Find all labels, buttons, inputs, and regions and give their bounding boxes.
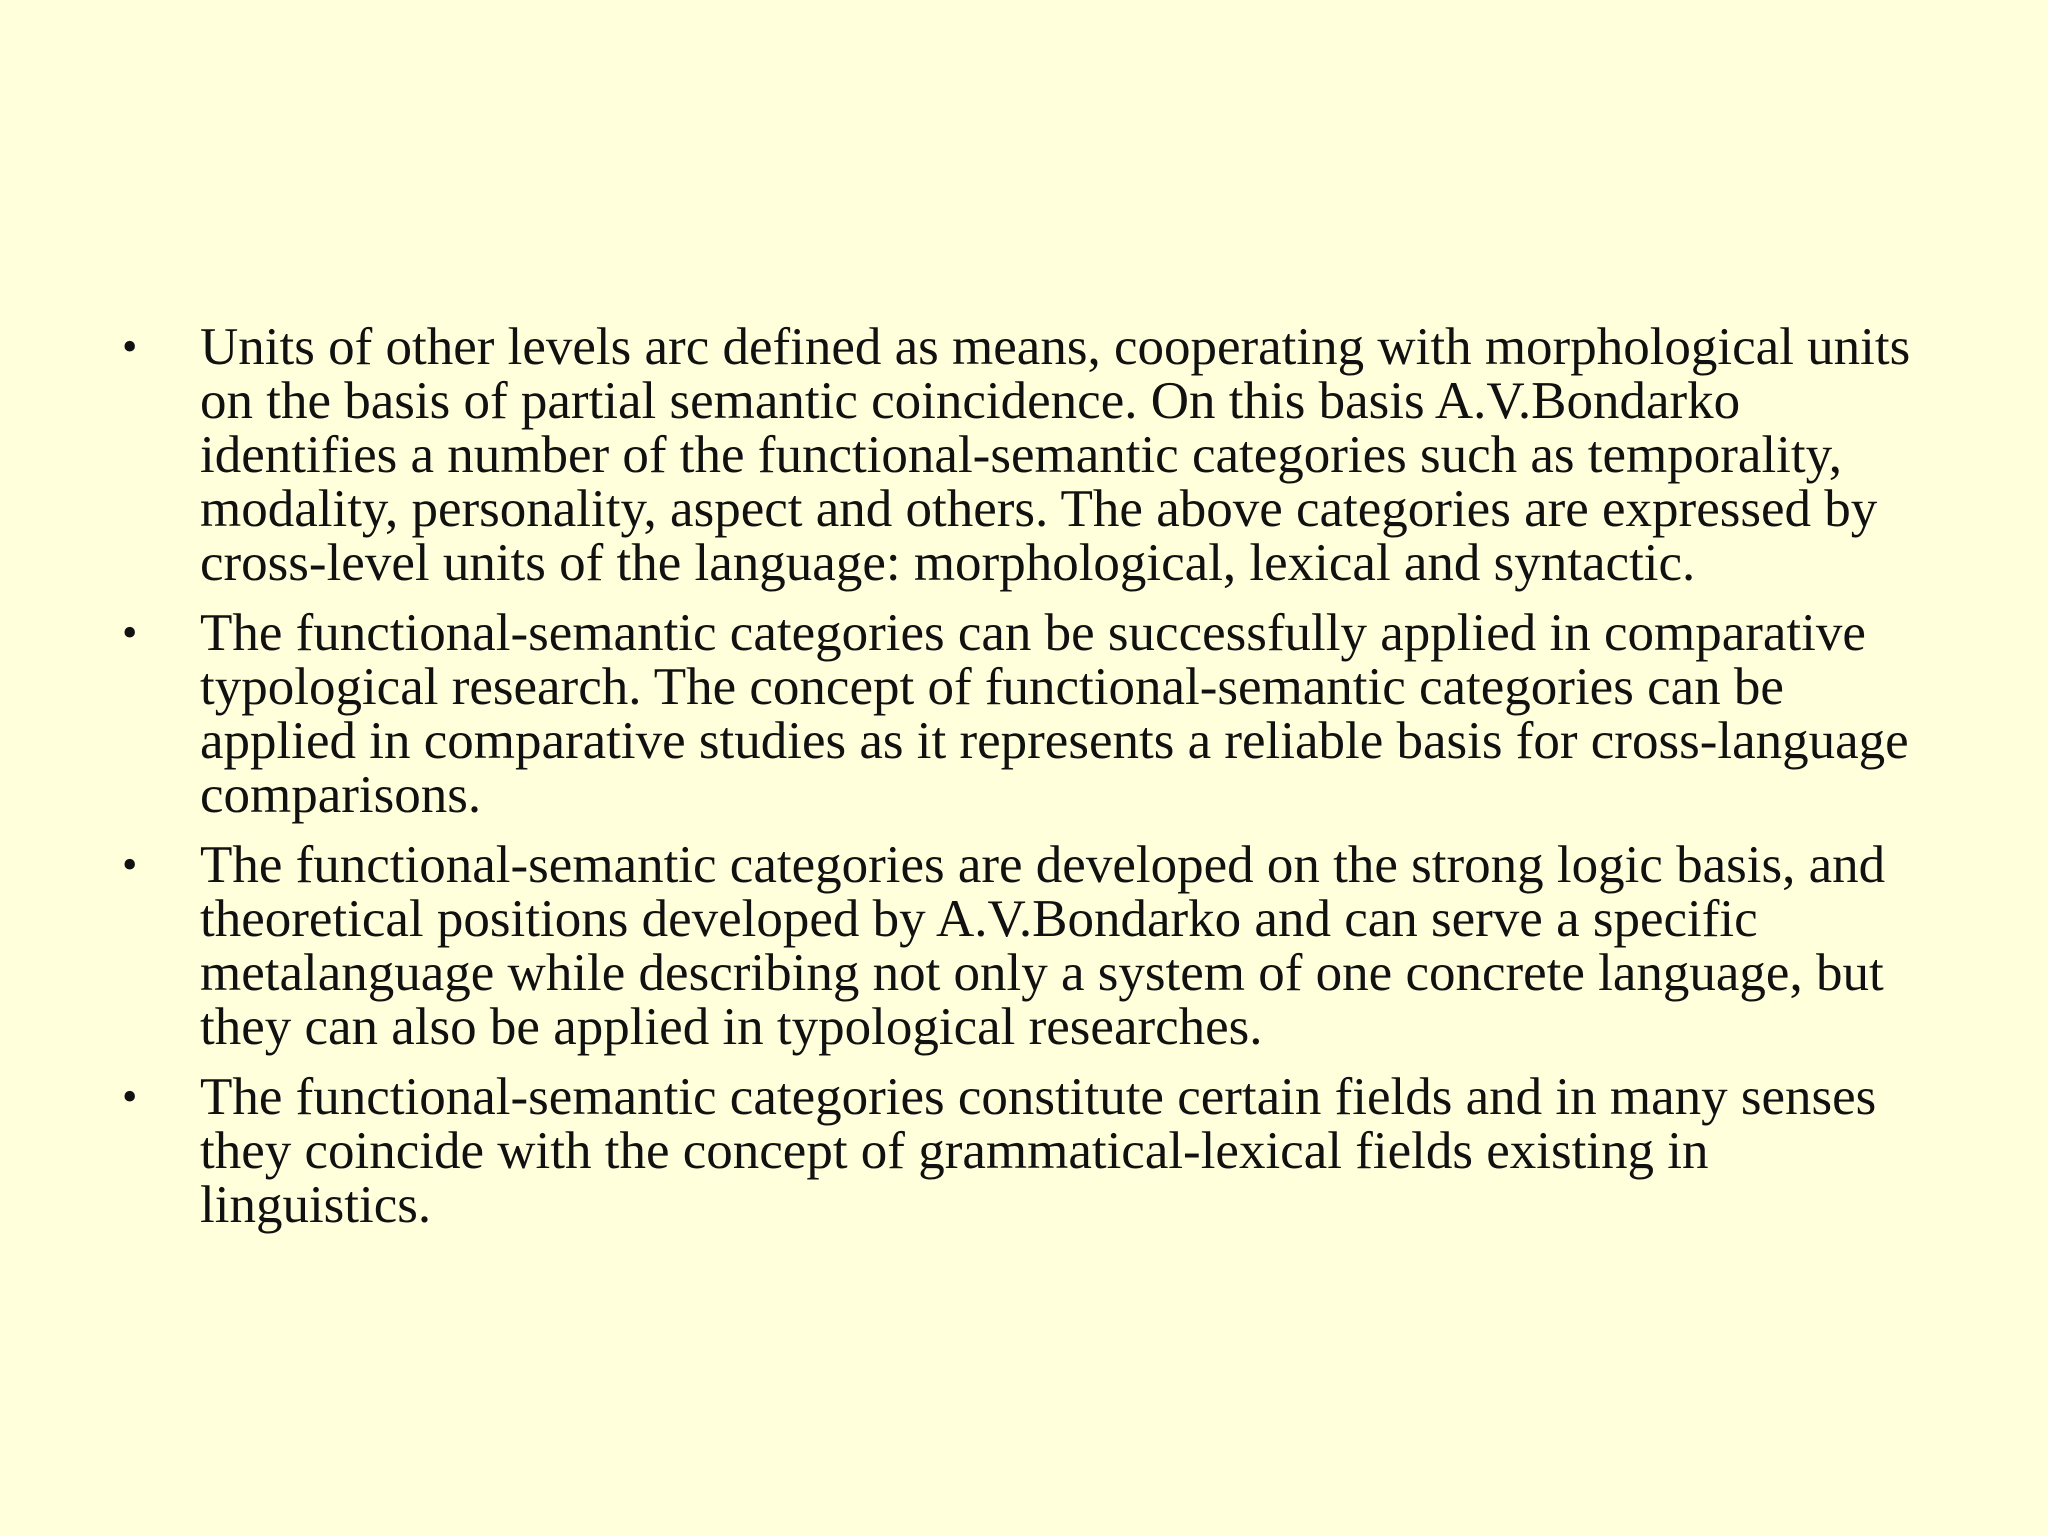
bullet-list	[118, 320, 1948, 1248]
bullet-text: Units of other levels arc defined as means, cooperating with morphological units on the basis of partial semantic coincidence. On this basis A.V.Bondarko identifies a number of the functional-semantic categories such as temporality, modality, personality, aspect and others. The above categories are expressed by cross-level units of the language: morphological, lexical and syntactic.	[200, 318, 1911, 592]
bullet-icon: •	[122, 608, 138, 657]
list-item	[118, 320, 1948, 590]
list-item	[118, 838, 1948, 1054]
bullet-icon: •	[122, 840, 138, 889]
bullet-icon: •	[122, 1072, 138, 1121]
bullet-text: The functional-semantic categories can be successfully applied in comparative typological research. The concept of functional-semantic categories can be applied in comparative studies as it represents a reliable basis for cross-language comparisons.	[200, 604, 1909, 824]
bullet-icon: •	[122, 322, 138, 371]
bullet-text: The functional-semantic categories are developed on the strong logic basis, and theoretical positions developed by A.V.Bondarko and can serve a specific metalanguage while describing not only a system of one concrete language, but they can also be applied in typological researches.	[200, 836, 1886, 1056]
bullet-text: The functional-semantic categories constitute certain fields and in many senses they coincide with the concept of grammatical-lexical fields existing in linguistics.	[200, 1068, 1877, 1234]
list-item	[118, 606, 1948, 822]
list-item	[118, 1070, 1948, 1232]
